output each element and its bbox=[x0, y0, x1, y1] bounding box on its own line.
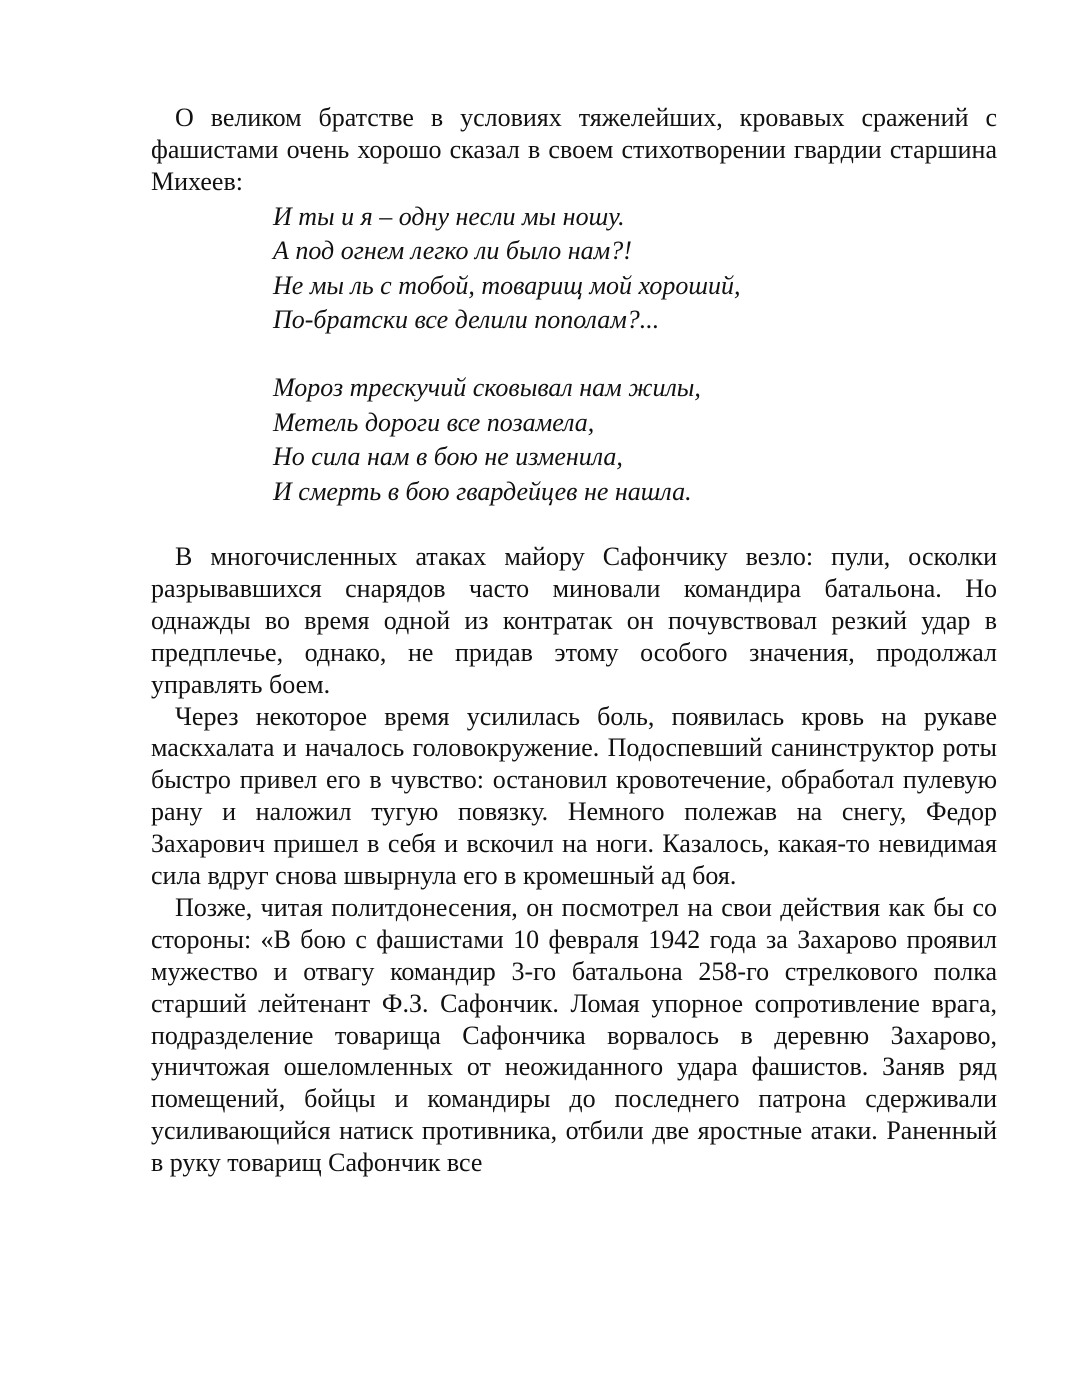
poem-line: Метель дороги все позамела, bbox=[273, 407, 595, 437]
poem-line: Но сила нам в бою не изменила, bbox=[273, 442, 623, 472]
document-page bbox=[151, 102, 997, 1179]
poem-line: Мороз трескучий сковывал нам жилы, bbox=[273, 373, 701, 403]
poem-line: И смерть в бою гвардейцев не нашла. bbox=[273, 476, 692, 506]
poem-stanza-1 bbox=[273, 200, 997, 338]
poem-line: Не мы ль с тобой, товарищ мой хороший, bbox=[273, 270, 741, 300]
poem-line: По-братски все делили пополам?... bbox=[273, 304, 660, 334]
poem bbox=[273, 200, 997, 509]
poem-stanza-2 bbox=[273, 371, 997, 509]
paragraph-political-report: Позже, читая политдонесения, он посмотрел на свои действия как бы со стороны: «В бою с фашистами 10 февраля 1942 года за Захарово проявил мужество и отвагу командир 3-го батальона 258-го стрелкового полка старший лейтенант Ф.З. Сафончик. Ломая упорное сопротивление врага, подразделение товарища Сафончика ворвалось в деревню Захарово, уничтожая ошеломленных от неожиданного удара фашистов. Заняв ряд помещений, бойцы и командиры до последнего патрона сдерживали усиливающийся натиск противника, отбили две яростные атаки. Раненный в руку товарищ Сафончик все bbox=[151, 892, 997, 1178]
paragraph-first-aid: Через некоторое время усилилась боль, появилась кровь на рукаве маскхалата и началось головокружение. Подоспевший санинструктор роты быстро привел его в чувство: остановил кровотечение, обработал пулевую рану и наложил тугую повязку. Немного полежав на снегу, Федор Захарович пришел в себя и вскочил на ноги. Казалось, какая-то невидимая сила вдруг снова швырнула его в кромешный ад боя. bbox=[151, 701, 997, 891]
paragraph-wounded-attack: В многочисленных атаках майору Сафончику везло: пули, осколки разрывавшихся снарядов часто миновали командира батальона. Но однажды во время одной из контратак он почувствовал резкий удар в предплечье, однако, не придав этому особого значения, продолжал управлять боем. bbox=[151, 541, 997, 699]
poem-line: И ты и я – одну несли мы ношу. bbox=[273, 201, 625, 231]
paragraph-intro: О великом братстве в условиях тяжелейших, кровавых сражений с фашистами очень хорошо сказал в своем стихотворении гвардии старшина Михеев: bbox=[151, 103, 997, 196]
poem-line: А под огнем легко ли было нам?! bbox=[273, 236, 632, 266]
